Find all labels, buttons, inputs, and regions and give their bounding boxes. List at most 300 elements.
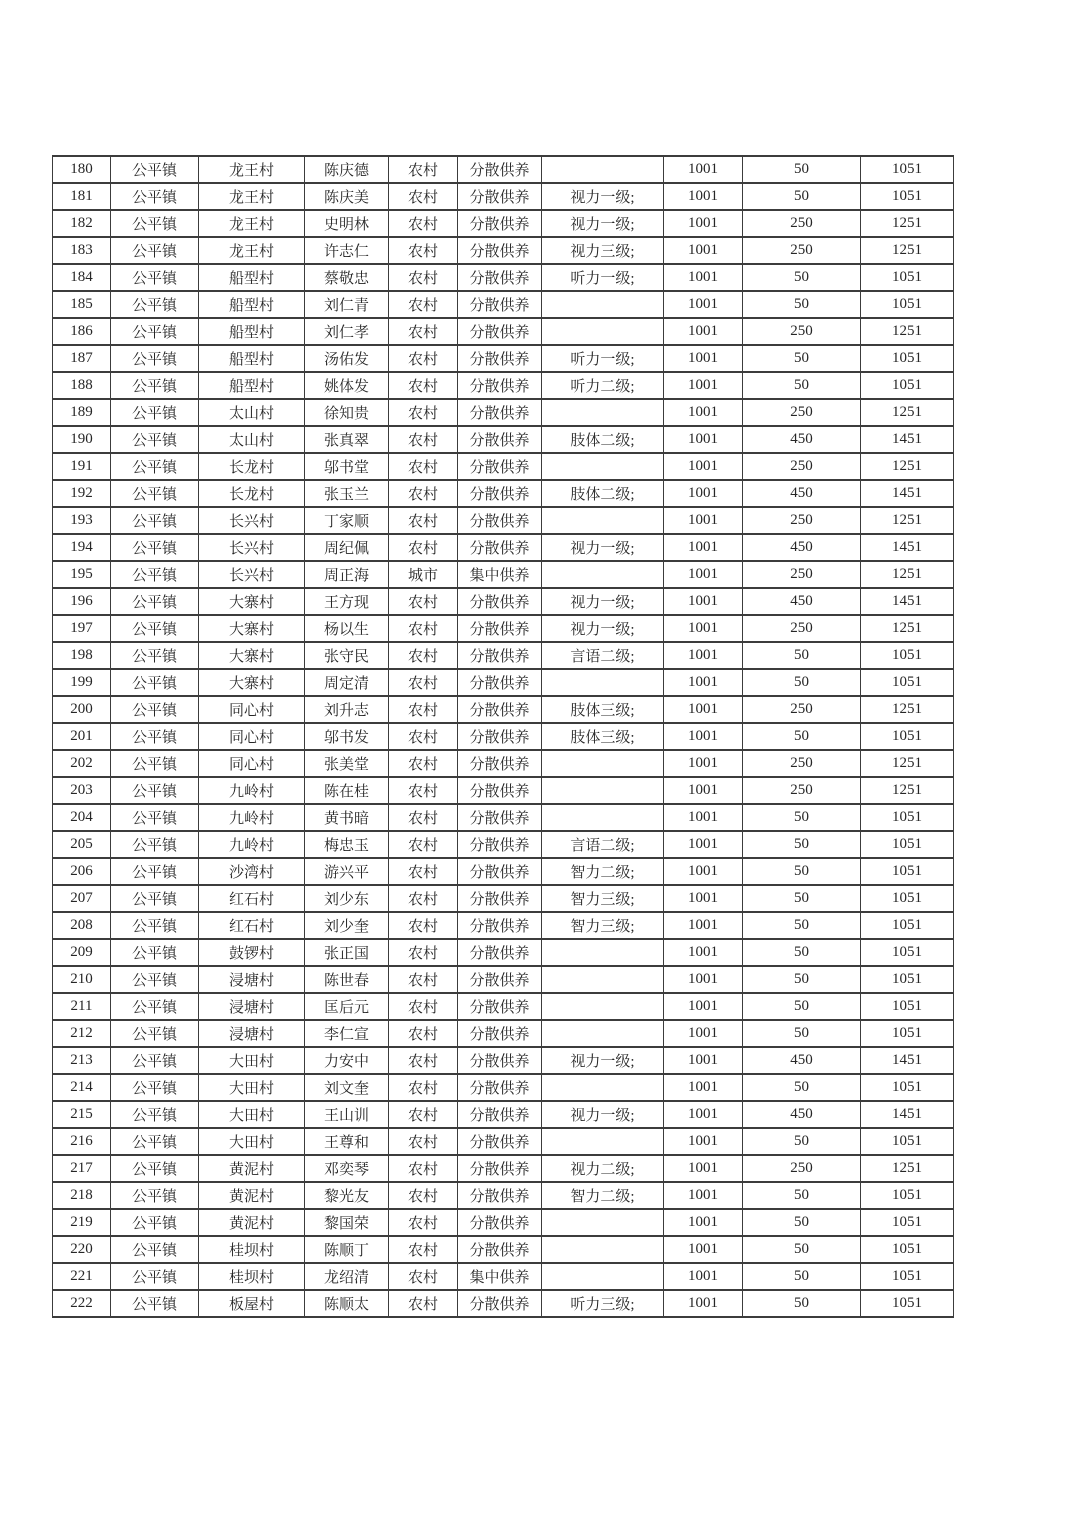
cell-support: 分散供养 [458,588,542,615]
cell-base: 1001 [664,831,743,858]
cell-support: 分散供养 [458,453,542,480]
cell-name: 邬书发 [305,723,389,750]
cell-no: 206 [53,858,111,885]
cell-name: 刘仁孝 [305,318,389,345]
cell-town: 公平镇 [111,1074,199,1101]
cell-village: 同心村 [199,723,305,750]
table-row [53,1155,954,1182]
table-row [53,426,954,453]
cell-subsidy: 50 [743,1236,861,1263]
cell-disability: 肢体三级; [542,696,664,723]
cell-disability [542,399,664,426]
table-body [53,156,954,1317]
cell-town: 公平镇 [111,1236,199,1263]
cell-no: 182 [53,210,111,237]
cell-support: 分散供养 [458,642,542,669]
cell-no: 194 [53,534,111,561]
cell-total: 1451 [861,588,954,615]
cell-town: 公平镇 [111,480,199,507]
cell-base: 1001 [664,642,743,669]
cell-base: 1001 [664,939,743,966]
cell-name: 杨以生 [305,615,389,642]
cell-area: 农村 [389,1209,458,1236]
cell-support: 分散供养 [458,1101,542,1128]
cell-base: 1001 [664,1101,743,1128]
cell-no: 204 [53,804,111,831]
cell-town: 公平镇 [111,237,199,264]
cell-base: 1001 [664,264,743,291]
cell-disability: 听力一级; [542,264,664,291]
cell-no: 220 [53,1236,111,1263]
cell-village: 九岭村 [199,777,305,804]
cell-disability: 言语二级; [542,831,664,858]
cell-town: 公平镇 [111,372,199,399]
cell-area: 农村 [389,237,458,264]
cell-village: 船型村 [199,318,305,345]
cell-base: 1001 [664,291,743,318]
cell-subsidy: 450 [743,534,861,561]
cell-base: 1001 [664,399,743,426]
table-row [53,696,954,723]
cell-town: 公平镇 [111,264,199,291]
cell-disability: 肢体二级; [542,426,664,453]
cell-area: 农村 [389,156,458,183]
cell-disability: 听力三级; [542,1290,664,1317]
cell-town: 公平镇 [111,399,199,426]
cell-no: 214 [53,1074,111,1101]
cell-subsidy: 50 [743,345,861,372]
cell-total: 1451 [861,426,954,453]
cell-name: 陈顺丁 [305,1236,389,1263]
cell-no: 201 [53,723,111,750]
cell-area: 农村 [389,642,458,669]
cell-village: 沙湾村 [199,858,305,885]
cell-area: 农村 [389,1236,458,1263]
table-row [53,318,954,345]
cell-name: 张真翠 [305,426,389,453]
table-row [53,210,954,237]
cell-village: 鼓锣村 [199,939,305,966]
cell-subsidy: 250 [743,237,861,264]
cell-town: 公平镇 [111,1290,199,1317]
cell-village: 船型村 [199,264,305,291]
cell-support: 分散供养 [458,1155,542,1182]
cell-subsidy: 50 [743,1182,861,1209]
cell-village: 龙王村 [199,156,305,183]
cell-area: 农村 [389,345,458,372]
cell-area: 农村 [389,804,458,831]
table-row [53,750,954,777]
table-row [53,1263,954,1290]
cell-village: 大寨村 [199,588,305,615]
cell-name: 黎光友 [305,1182,389,1209]
cell-name: 陈庆美 [305,183,389,210]
cell-subsidy: 250 [743,696,861,723]
cell-subsidy: 50 [743,804,861,831]
cell-subsidy: 50 [743,1263,861,1290]
table-row [53,588,954,615]
cell-area: 农村 [389,696,458,723]
cell-support: 分散供养 [458,885,542,912]
cell-town: 公平镇 [111,939,199,966]
cell-no: 197 [53,615,111,642]
cell-total: 1051 [861,669,954,696]
cell-subsidy: 450 [743,588,861,615]
cell-support: 分散供养 [458,777,542,804]
cell-town: 公平镇 [111,291,199,318]
cell-village: 太山村 [199,426,305,453]
cell-area: 农村 [389,939,458,966]
cell-name: 许志仁 [305,237,389,264]
cell-no: 195 [53,561,111,588]
cell-total: 1251 [861,561,954,588]
cell-subsidy: 50 [743,264,861,291]
cell-no: 203 [53,777,111,804]
table-row [53,777,954,804]
cell-subsidy: 250 [743,210,861,237]
cell-no: 191 [53,453,111,480]
cell-village: 同心村 [199,696,305,723]
cell-total: 1051 [861,1074,954,1101]
cell-total: 1251 [861,237,954,264]
cell-total: 1051 [861,723,954,750]
cell-area: 农村 [389,210,458,237]
cell-disability: 肢体二级; [542,480,664,507]
cell-base: 1001 [664,453,743,480]
cell-base: 1001 [664,669,743,696]
cell-disability [542,1020,664,1047]
cell-village: 浸塘村 [199,993,305,1020]
cell-disability: 视力一级; [542,615,664,642]
cell-village: 龙王村 [199,183,305,210]
cell-total: 1451 [861,1047,954,1074]
cell-no: 199 [53,669,111,696]
cell-name: 力安中 [305,1047,389,1074]
cell-no: 185 [53,291,111,318]
cell-support: 分散供养 [458,1020,542,1047]
cell-base: 1001 [664,345,743,372]
cell-name: 李仁宣 [305,1020,389,1047]
table-row [53,993,954,1020]
cell-name: 陈庆德 [305,156,389,183]
cell-village: 浸塘村 [199,966,305,993]
cell-base: 1001 [664,372,743,399]
cell-disability: 视力一级; [542,183,664,210]
cell-area: 城市 [389,561,458,588]
cell-total: 1051 [861,291,954,318]
cell-name: 游兴平 [305,858,389,885]
cell-base: 1001 [664,1263,743,1290]
cell-area: 农村 [389,318,458,345]
cell-no: 188 [53,372,111,399]
table-row [53,912,954,939]
cell-village: 大寨村 [199,642,305,669]
table-row [53,1209,954,1236]
cell-subsidy: 250 [743,453,861,480]
cell-town: 公平镇 [111,426,199,453]
cell-total: 1051 [861,804,954,831]
cell-name: 龙绍清 [305,1263,389,1290]
cell-support: 分散供养 [458,399,542,426]
cell-village: 桂坝村 [199,1263,305,1290]
cell-area: 农村 [389,1155,458,1182]
table-row [53,507,954,534]
cell-town: 公平镇 [111,534,199,561]
cell-disability [542,507,664,534]
cell-subsidy: 50 [743,966,861,993]
cell-name: 陈顺太 [305,1290,389,1317]
cell-area: 农村 [389,858,458,885]
cell-village: 船型村 [199,345,305,372]
cell-disability: 视力一级; [542,1047,664,1074]
cell-support: 分散供养 [458,858,542,885]
cell-base: 1001 [664,1182,743,1209]
cell-name: 丁家顺 [305,507,389,534]
cell-village: 大田村 [199,1101,305,1128]
cell-support: 分散供养 [458,1047,542,1074]
table-row [53,237,954,264]
cell-support: 分散供养 [458,156,542,183]
cell-name: 张美堂 [305,750,389,777]
cell-disability [542,993,664,1020]
cell-base: 1001 [664,156,743,183]
cell-disability: 视力一级; [542,588,664,615]
cell-name: 邬书堂 [305,453,389,480]
cell-town: 公平镇 [111,723,199,750]
cell-base: 1001 [664,1020,743,1047]
cell-total: 1251 [861,696,954,723]
cell-village: 浸塘村 [199,1020,305,1047]
cell-total: 1051 [861,264,954,291]
table-row [53,183,954,210]
cell-total: 1051 [861,1236,954,1263]
cell-name: 刘少东 [305,885,389,912]
cell-total: 1251 [861,777,954,804]
table-row [53,561,954,588]
cell-subsidy: 50 [743,885,861,912]
cell-disability [542,1209,664,1236]
cell-name: 张守民 [305,642,389,669]
cell-no: 205 [53,831,111,858]
cell-area: 农村 [389,507,458,534]
cell-town: 公平镇 [111,561,199,588]
cell-base: 1001 [664,480,743,507]
cell-area: 农村 [389,183,458,210]
cell-no: 217 [53,1155,111,1182]
cell-area: 农村 [389,1074,458,1101]
cell-name: 张玉兰 [305,480,389,507]
table-row [53,804,954,831]
cell-area: 农村 [389,1263,458,1290]
cell-area: 农村 [389,993,458,1020]
cell-subsidy: 50 [743,993,861,1020]
cell-area: 农村 [389,453,458,480]
cell-total: 1251 [861,318,954,345]
cell-village: 长兴村 [199,534,305,561]
cell-total: 1051 [861,642,954,669]
cell-base: 1001 [664,183,743,210]
cell-subsidy: 50 [743,156,861,183]
cell-area: 农村 [389,750,458,777]
cell-disability: 智力三级; [542,885,664,912]
table-row [53,372,954,399]
cell-town: 公平镇 [111,831,199,858]
cell-subsidy: 250 [743,561,861,588]
cell-support: 集中供养 [458,561,542,588]
cell-total: 1051 [861,1128,954,1155]
cell-disability [542,804,664,831]
cell-village: 长兴村 [199,561,305,588]
cell-town: 公平镇 [111,345,199,372]
cell-no: 190 [53,426,111,453]
cell-no: 192 [53,480,111,507]
cell-no: 196 [53,588,111,615]
cell-disability: 视力二级; [542,1155,664,1182]
cell-total: 1051 [861,183,954,210]
cell-village: 船型村 [199,372,305,399]
cell-total: 1051 [861,345,954,372]
cell-total: 1051 [861,1182,954,1209]
cell-disability: 视力一级; [542,1101,664,1128]
cell-name: 邓奕琴 [305,1155,389,1182]
cell-support: 分散供养 [458,1182,542,1209]
cell-name: 徐知贵 [305,399,389,426]
cell-support: 分散供养 [458,615,542,642]
cell-subsidy: 450 [743,1101,861,1128]
cell-no: 215 [53,1101,111,1128]
cell-subsidy: 450 [743,480,861,507]
cell-village: 九岭村 [199,804,305,831]
cell-subsidy: 50 [743,183,861,210]
cell-village: 黄泥村 [199,1182,305,1209]
cell-support: 分散供养 [458,318,542,345]
cell-support: 分散供养 [458,480,542,507]
cell-name: 姚体发 [305,372,389,399]
cell-village: 大寨村 [199,615,305,642]
table-row [53,642,954,669]
cell-village: 大田村 [199,1047,305,1074]
cell-disability [542,561,664,588]
cell-support: 分散供养 [458,1128,542,1155]
cell-total: 1051 [861,1209,954,1236]
cell-support: 分散供养 [458,804,542,831]
cell-no: 198 [53,642,111,669]
cell-name: 黎国荣 [305,1209,389,1236]
cell-base: 1001 [664,777,743,804]
cell-base: 1001 [664,1155,743,1182]
cell-area: 农村 [389,534,458,561]
cell-support: 分散供养 [458,966,542,993]
cell-no: 221 [53,1263,111,1290]
cell-subsidy: 50 [743,1128,861,1155]
cell-area: 农村 [389,291,458,318]
table-row [53,669,954,696]
cell-name: 黄书暗 [305,804,389,831]
cell-support: 分散供养 [458,210,542,237]
cell-disability: 肢体三级; [542,723,664,750]
cell-area: 农村 [389,426,458,453]
cell-support: 分散供养 [458,723,542,750]
cell-total: 1451 [861,480,954,507]
cell-base: 1001 [664,534,743,561]
cell-support: 分散供养 [458,1290,542,1317]
cell-no: 219 [53,1209,111,1236]
cell-disability: 视力一级; [542,534,664,561]
cell-subsidy: 250 [743,750,861,777]
cell-town: 公平镇 [111,1209,199,1236]
table-row [53,291,954,318]
cell-town: 公平镇 [111,858,199,885]
cell-base: 1001 [664,1047,743,1074]
table-row [53,1290,954,1317]
cell-disability [542,669,664,696]
cell-subsidy: 50 [743,642,861,669]
cell-support: 分散供养 [458,750,542,777]
cell-support: 分散供养 [458,534,542,561]
cell-area: 农村 [389,1101,458,1128]
cell-subsidy: 50 [743,669,861,696]
cell-town: 公平镇 [111,156,199,183]
cell-area: 农村 [389,777,458,804]
cell-support: 分散供养 [458,345,542,372]
table-row [53,966,954,993]
cell-support: 分散供养 [458,939,542,966]
cell-disability: 视力一级; [542,210,664,237]
cell-no: 213 [53,1047,111,1074]
cell-area: 农村 [389,1290,458,1317]
cell-disability: 视力三级; [542,237,664,264]
cell-base: 1001 [664,1128,743,1155]
cell-town: 公平镇 [111,453,199,480]
cell-total: 1051 [861,912,954,939]
cell-village: 桂坝村 [199,1236,305,1263]
cell-subsidy: 450 [743,1047,861,1074]
cell-no: 189 [53,399,111,426]
cell-subsidy: 50 [743,912,861,939]
cell-name: 刘少奎 [305,912,389,939]
cell-base: 1001 [664,1074,743,1101]
table-row [53,1128,954,1155]
cell-town: 公平镇 [111,210,199,237]
cell-total: 1251 [861,615,954,642]
cell-base: 1001 [664,993,743,1020]
cell-no: 187 [53,345,111,372]
cell-town: 公平镇 [111,669,199,696]
cell-no: 208 [53,912,111,939]
cell-town: 公平镇 [111,183,199,210]
cell-subsidy: 50 [743,372,861,399]
cell-total: 1051 [861,966,954,993]
cell-support: 分散供养 [458,372,542,399]
cell-no: 212 [53,1020,111,1047]
table-row [53,1236,954,1263]
cell-village: 太山村 [199,399,305,426]
cell-area: 农村 [389,1128,458,1155]
cell-area: 农村 [389,372,458,399]
cell-subsidy: 50 [743,723,861,750]
cell-base: 1001 [664,615,743,642]
cell-area: 农村 [389,912,458,939]
cell-area: 农村 [389,1182,458,1209]
cell-name: 史明林 [305,210,389,237]
cell-subsidy: 50 [743,831,861,858]
cell-support: 分散供养 [458,426,542,453]
cell-village: 九岭村 [199,831,305,858]
cell-area: 农村 [389,831,458,858]
cell-support: 分散供养 [458,1074,542,1101]
cell-town: 公平镇 [111,993,199,1020]
cell-subsidy: 250 [743,399,861,426]
